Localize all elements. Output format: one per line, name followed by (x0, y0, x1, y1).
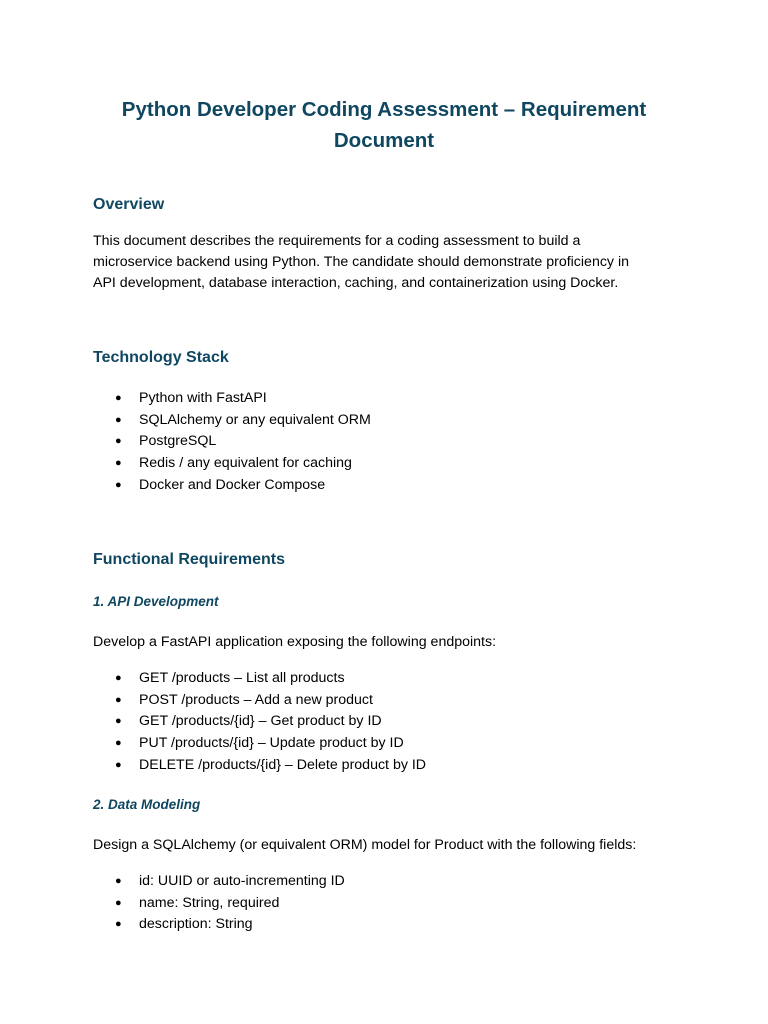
tech-stack-list (115, 388, 371, 497)
api-endpoint-list (115, 668, 427, 777)
bullet-icon: ● (115, 672, 122, 684)
bullet-icon: ● (115, 435, 122, 448)
document-title-line-2: Document (333, 129, 435, 152)
bullet-icon: ● (115, 715, 122, 728)
api-development-heading: 1. API Development (93, 594, 219, 609)
list-item: ● Docker and Docker Compose (139, 475, 371, 497)
bullet-icon: ● (115, 758, 122, 771)
list-item: ● POST /products – Add a new product (139, 690, 426, 712)
list-item: ● Redis / any equivalent for caching (139, 453, 371, 475)
list-item: ● id: UUID or auto-incrementing ID (139, 871, 345, 893)
bullet-icon: ● (115, 457, 122, 470)
list-item: ● GET /products/{id} – Get product by ID (139, 711, 426, 733)
document-title-line-1: Python Developer Coding Assessment – Requirement (121, 98, 647, 121)
api-intro: Develop a FastAPI application exposing the following endpoints: (93, 634, 497, 650)
document-title (93, 94, 675, 156)
bullet-icon: ● (115, 693, 122, 706)
list-item: ● name: String, required (139, 893, 345, 915)
list-item: ● DELETE /products/{id} – Delete product by ID (139, 755, 426, 777)
list-item: ● PostgreSQL (139, 431, 371, 453)
overview-paragraph (93, 231, 673, 294)
data-modeling-intro: Design a SQLAlchemy (or equivalent ORM) model for Product with the following fields: (93, 837, 637, 853)
bullet-icon: ● (115, 896, 122, 909)
list-item: ● GET /products – List all products (139, 668, 426, 690)
overview-line-1: This document describes the requirements for a coding assessment to build a (93, 233, 581, 249)
list-item: ● description: String (139, 914, 345, 936)
data-modeling-heading: 2. Data Modeling (93, 797, 201, 812)
bullet-icon: ● (115, 478, 122, 491)
bullet-icon: ● (115, 392, 122, 404)
list-item: ● PUT /products/{id} – Update product by ID (139, 733, 426, 755)
bullet-icon: ● (115, 413, 122, 426)
bullet-icon: ● (115, 737, 122, 750)
overview-line-3: API development, database interaction, caching, and containerization using Docker. (93, 275, 619, 291)
overview-heading: Overview (93, 196, 165, 213)
bullet-icon: ● (115, 875, 122, 887)
list-item: ● SQLAlchemy or any equivalent ORM (139, 410, 371, 432)
overview-line-2: microservice backend using Python. The candidate should demonstrate proficiency in (93, 254, 630, 270)
bullet-icon: ● (115, 918, 122, 931)
tech-stack-heading: Technology Stack (93, 349, 229, 366)
product-fields-list (115, 871, 345, 936)
functional-requirements-heading: Functional Requirements (93, 551, 286, 568)
list-item: ● Python with FastAPI (139, 388, 371, 410)
